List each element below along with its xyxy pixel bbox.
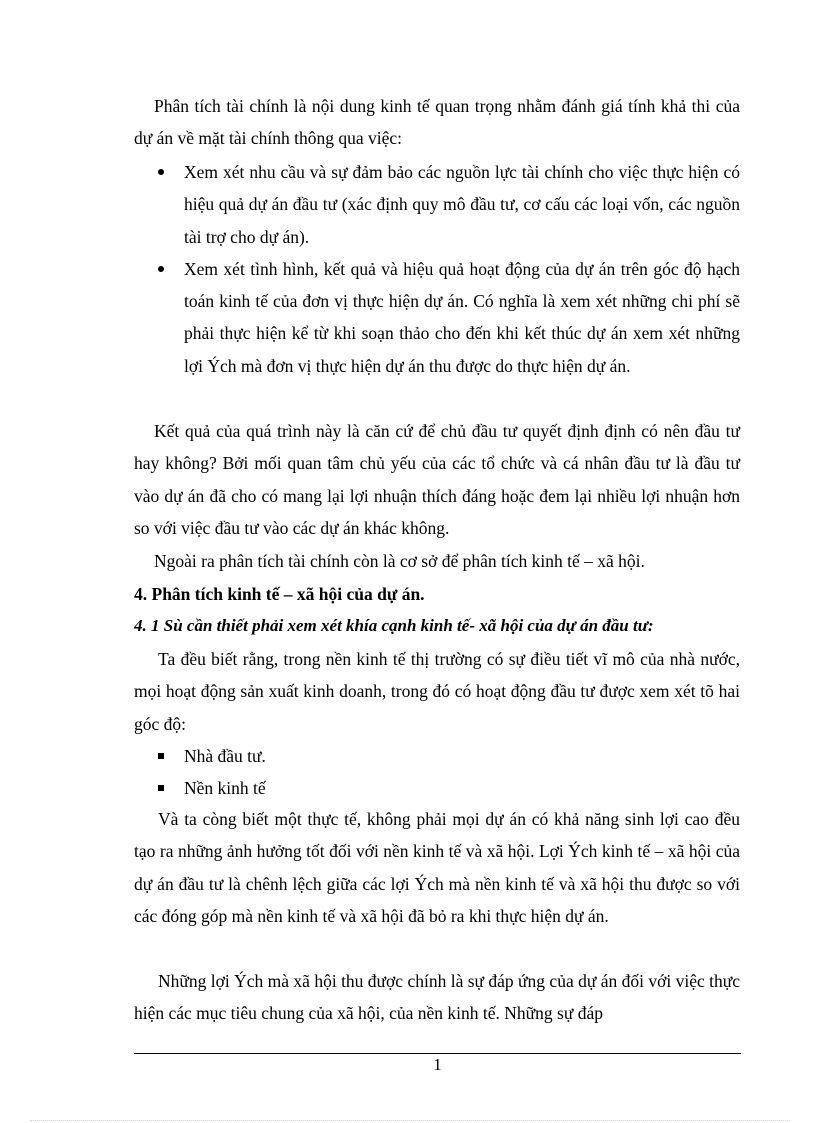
bullet-text: Xem xét nhu cầu và sự đảm bảo các nguồn lực tài chính cho việc thực hiện có hiệu quả dự án đầu tư (xác định quy mô đầu tư, cơ cấu các loại vốn, các nguồn tài trợ cho dự án). [184,162,740,247]
bullet-item [158,253,740,382]
paragraph-reality: Và ta còng biết một thực tế, không phải mọi dự án có khả năng sinh lợi cao đều tạo ra những ảnh hưởng tốt đối với nền kinh tế và xã hội. Lợi Ých kinh tế – xã hội của dự án đầu tư là chênh lệch giữa các lợi Ých mà nền kinh tế và xã hội thu được so với các đóng góp mà nền kinh tế và xã hội đã bỏ ra khi thực hiện dự án. [134,809,740,926]
section-heading: 4. Phân tích kinh tế – xã hội của dự án. [134,584,425,604]
perspective-text: Nhà đầu tư. [184,746,266,766]
square-bullet-icon [158,785,164,791]
perspective-list [158,740,266,805]
bullet-dot-icon [158,266,164,272]
bullet-dot-icon [158,169,164,175]
page-edge-divider [30,1120,790,1121]
paragraph-result: Kết quả của quá trình này là căn cứ để chủ đầu tư quyết định định có nên đầu tư hay không? Bởi mối quan tâm chủ yếu của các tổ chức và cá nhân đầu tư là đầu tư vào dự án đã cho có mang lại lợi nhuận thích đáng hoặc đem lại nhiều lợi nhuận hơn so với việc đầu tư vào các dự án khác không. [134,421,740,538]
subsection-heading: 4. 1 Sù cần thiết phải xem xét khía cạnh kinh tế- xã hội của dự án đầu tư: [134,616,654,635]
paragraph-benefits: Những lợi Ých mà xã hội thu được chính là sự đáp ứng của dự án đối với việc thực hiện các mục tiêu chung của xã hội, của nền kinh tế. Những sự đáp [134,971,740,1024]
page-number: 1 [433,1055,442,1074]
perspective-text: Nền kinh tế [184,778,266,799]
paragraph-we-know: Ta đều biết rằng, trong nền kinh tế thị trường có sự điều tiết vĩ mô của nhà nước, mọi hoạt động sản xuất kinh doanh, trong đó có hoạt động đầu tư được xem xét tõ hai góc độ: [134,649,740,734]
paragraph-besides: Ngoài ra phân tích tài chính còn là cơ sở để phân tích kinh tế – xã hội. [154,551,645,571]
perspective-item [158,740,266,772]
square-bullet-icon [158,753,164,759]
bullet-list [158,156,740,382]
bullet-item [158,156,740,253]
paragraph-intro: Phân tích tài chính là nội dung kinh tế quan trọng nhằm đánh giá tính khả thi của dự án về mặt tài chính thông qua việc: [134,96,740,149]
perspective-item [158,772,266,804]
bullet-text: Xem xét tình hình, kết quả và hiệu quả hoạt động của dự án trên góc độ hạch toán kinh tế của đơn vị thực hiện dự án. Có nghĩa là xem xét những chi phí sẽ phải thực hiện kể từ khi soạn thảo cho đến khi kết thúc dự án xem xét những lợi Ých mà đơn vị thực hiện dự án thu được do thực hiện dự án. [184,258,740,376]
